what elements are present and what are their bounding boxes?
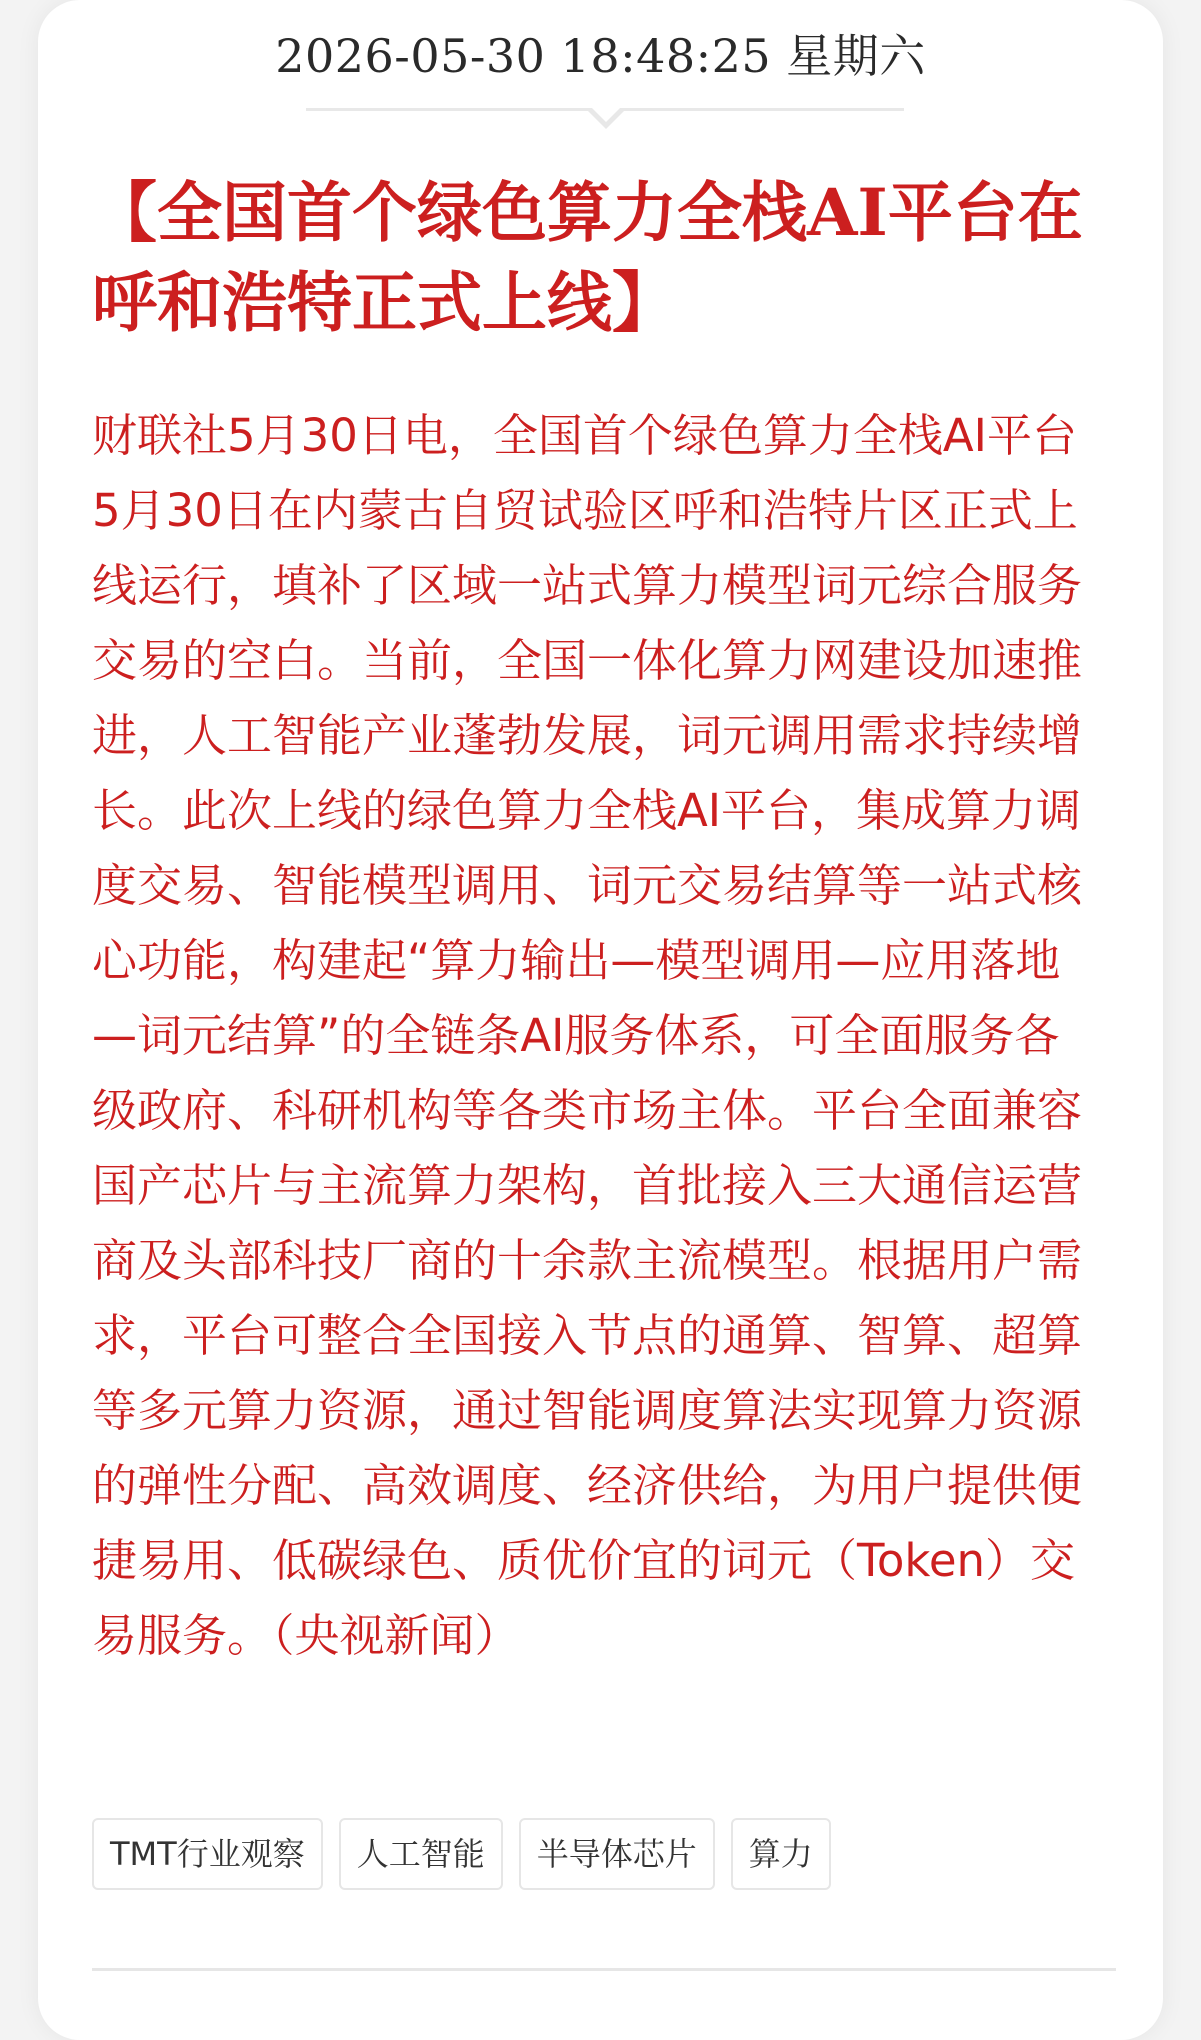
divider-notch-fill <box>592 108 620 122</box>
tag-list <box>92 1818 831 1890</box>
tag-ai[interactable]: 人工智能 <box>339 1818 503 1890</box>
tag-semiconductor[interactable]: 半导体芯片 <box>519 1818 715 1890</box>
tag-computing-power[interactable]: 算力 <box>731 1818 831 1890</box>
article-body: 财联社5月30日电，全国首个绿色算力全栈AI平台5月30日在内蒙古自贸试验区呼和浩特片区正式上线运行，填补了区域一站式算力模型词元综合服务交易的空白。当前，全国一体化算力网建设加速推进，人工智能产业蓬勃发展，词元调用需求持续增长。此次上线的绿色算力全栈AI平台，集成算力调度交易、智能模型调用、词元交易结算等一站式核心功能，构建起“算力输出—模型调用—应用落地—词元结算”的全链条AI服务体系，可全面服务各级政府、科研机构等各类市场主体。平台全面兼容国产芯片与主流算力架构，首批接入三大通信运营商及头部科技厂商的十余款主流模型。根据用户需求，平台可整合全国接入节点的通算、智算、超算等多元算力资源，通过智能调度算法实现算力资源的弹性分配、高效调度、经济供给，为用户提供便捷易用、低碳绿色、质优价宜的词元（Token）交易服务。（央视新闻） <box>92 409 1083 1662</box>
article-headline: 【全国首个绿色算力全栈AI平台在呼和浩特正式上线】 <box>92 175 1083 341</box>
publish-datetime: 2026-05-30 18:48:25 星期六 <box>275 29 926 83</box>
footer-divider <box>92 1968 1116 1971</box>
tag-tmt[interactable]: TMT行业观察 <box>92 1818 323 1890</box>
